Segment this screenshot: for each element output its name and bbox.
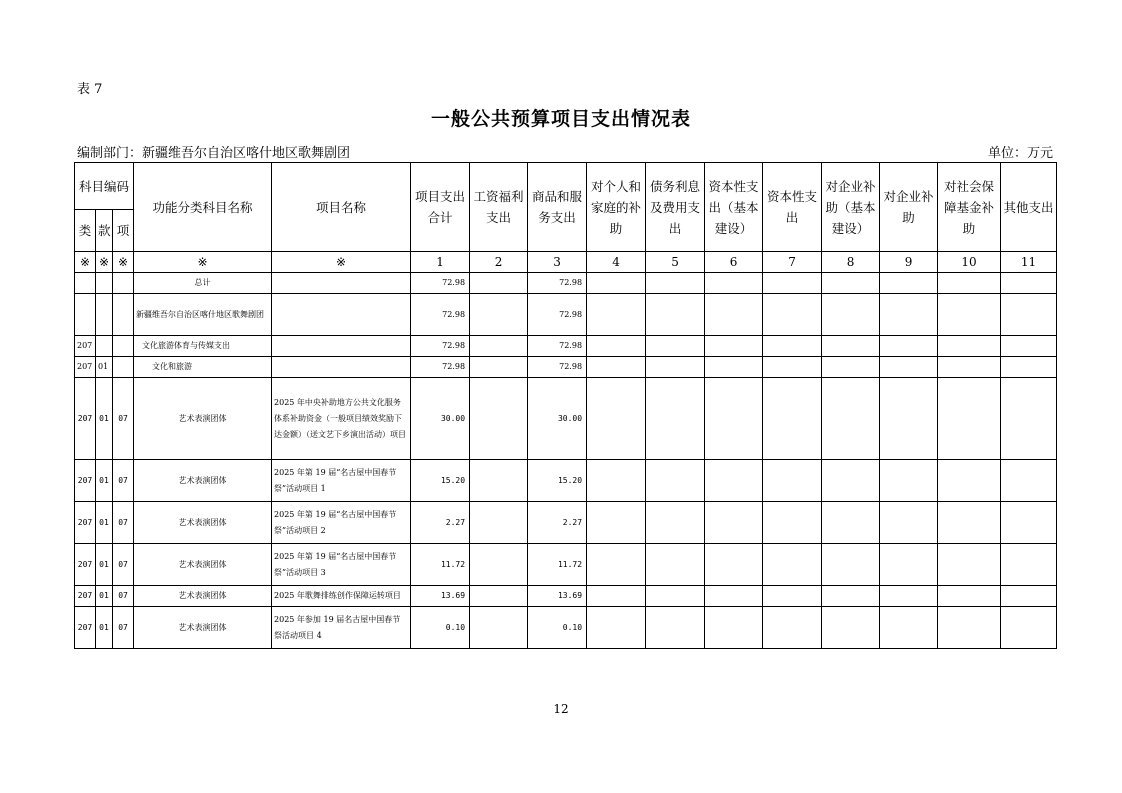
cell-empty bbox=[646, 502, 705, 544]
cell-lei: 207 bbox=[75, 357, 96, 378]
index-cell: 4 bbox=[587, 252, 646, 273]
index-cell: 11 bbox=[1001, 252, 1057, 273]
cell-lei: 207 bbox=[75, 378, 96, 460]
department-label: 编制部门：新疆维吾尔自治区喀什地区歌舞剧团 bbox=[77, 146, 351, 161]
cell-empty bbox=[1001, 357, 1057, 378]
header-capital: 资本性支出 bbox=[763, 163, 822, 252]
cell-func-name: 艺术表演团体 bbox=[134, 502, 272, 544]
cell-empty bbox=[822, 502, 880, 544]
budget-table bbox=[74, 162, 1057, 649]
cell-empty bbox=[1001, 273, 1057, 294]
cell-wage bbox=[470, 607, 528, 649]
cell-empty bbox=[646, 273, 705, 294]
cell-total: 2.27 bbox=[411, 502, 470, 544]
cell-func-name: 艺术表演团体 bbox=[134, 544, 272, 586]
cell-goods: 72.98 bbox=[528, 357, 587, 378]
cell-wage bbox=[470, 273, 528, 294]
cell-lei: 207 bbox=[75, 607, 96, 649]
cell-empty bbox=[587, 460, 646, 502]
cell-total: 72.98 bbox=[411, 357, 470, 378]
cell-xiang: 07 bbox=[113, 544, 134, 586]
cell-empty bbox=[1001, 544, 1057, 586]
cell-total: 72.98 bbox=[411, 294, 470, 336]
cell-kuan: 01 bbox=[96, 607, 113, 649]
cell-empty bbox=[763, 336, 822, 357]
cell-empty bbox=[763, 607, 822, 649]
cell-empty bbox=[880, 378, 938, 460]
index-cell: 8 bbox=[822, 252, 880, 273]
cell-wage bbox=[470, 336, 528, 357]
cell-xiang: 07 bbox=[113, 502, 134, 544]
cell-empty bbox=[822, 460, 880, 502]
cell-empty bbox=[705, 294, 763, 336]
cell-wage bbox=[470, 378, 528, 460]
cell-empty bbox=[763, 378, 822, 460]
cell-goods: 0.10 bbox=[528, 607, 587, 649]
cell-goods: 11.72 bbox=[528, 544, 587, 586]
cell-func-name: 艺术表演团体 bbox=[134, 586, 272, 607]
cell-empty bbox=[646, 607, 705, 649]
cell-empty bbox=[1001, 607, 1057, 649]
cell-empty bbox=[1001, 378, 1057, 460]
cell-empty bbox=[822, 336, 880, 357]
cell-kuan bbox=[96, 273, 113, 294]
cell-empty bbox=[880, 336, 938, 357]
cell-project-name: 2025 年第 19 届“名古屋中国春节祭”活动项目 3 bbox=[272, 544, 411, 586]
cell-empty bbox=[822, 357, 880, 378]
index-cell: 9 bbox=[880, 252, 938, 273]
cell-kuan: 01 bbox=[96, 357, 113, 378]
index-cell: ※ bbox=[75, 252, 96, 273]
cell-kuan: 01 bbox=[96, 460, 113, 502]
cell-empty bbox=[763, 502, 822, 544]
cell-empty bbox=[646, 357, 705, 378]
cell-func-name: 文化和旅游 bbox=[134, 357, 272, 378]
table-row bbox=[75, 544, 1057, 586]
index-cell: 1 bbox=[411, 252, 470, 273]
header-personal: 对个人和家庭的补助 bbox=[587, 163, 646, 252]
cell-project-name bbox=[272, 336, 411, 357]
cell-lei bbox=[75, 294, 96, 336]
cell-xiang: 07 bbox=[113, 378, 134, 460]
header-project-name: 项目名称 bbox=[272, 163, 411, 252]
cell-lei: 207 bbox=[75, 336, 96, 357]
cell-empty bbox=[587, 357, 646, 378]
cell-empty bbox=[880, 586, 938, 607]
header-func-name: 功能分类科目名称 bbox=[134, 163, 272, 252]
header-social: 对社会保障基金补助 bbox=[938, 163, 1001, 252]
header-other: 其他支出 bbox=[1001, 163, 1057, 252]
document-title: 一般公共预算项目支出情况表 bbox=[430, 108, 691, 130]
cell-goods: 15.20 bbox=[528, 460, 587, 502]
cell-func-name: 文化旅游体育与传媒支出 bbox=[134, 336, 272, 357]
cell-empty bbox=[646, 336, 705, 357]
cell-lei: 207 bbox=[75, 544, 96, 586]
cell-empty bbox=[763, 294, 822, 336]
cell-xiang bbox=[113, 336, 134, 357]
cell-goods: 72.98 bbox=[528, 273, 587, 294]
index-row bbox=[75, 252, 1057, 273]
cell-wage bbox=[470, 294, 528, 336]
cell-empty bbox=[822, 378, 880, 460]
cell-total: 15.20 bbox=[411, 460, 470, 502]
cell-wage bbox=[470, 502, 528, 544]
cell-empty bbox=[938, 378, 1001, 460]
cell-empty bbox=[705, 502, 763, 544]
cell-lei bbox=[75, 273, 96, 294]
cell-empty bbox=[938, 502, 1001, 544]
cell-empty bbox=[705, 378, 763, 460]
cell-goods: 13.69 bbox=[528, 586, 587, 607]
cell-empty bbox=[938, 544, 1001, 586]
table-row bbox=[75, 502, 1057, 544]
cell-empty bbox=[763, 460, 822, 502]
cell-empty bbox=[880, 502, 938, 544]
cell-xiang bbox=[113, 294, 134, 336]
cell-empty bbox=[705, 544, 763, 586]
cell-xiang: 07 bbox=[113, 460, 134, 502]
header-capital-build: 资本性支出（基本建设） bbox=[705, 163, 763, 252]
header-goods: 商品和服务支出 bbox=[528, 163, 587, 252]
cell-empty bbox=[587, 502, 646, 544]
cell-project-name: 2025 年第 19 届“名古屋中国春节祭”活动项目 1 bbox=[272, 460, 411, 502]
summary-row-total bbox=[75, 273, 1057, 294]
cell-empty bbox=[822, 586, 880, 607]
cell-empty bbox=[646, 294, 705, 336]
cell-goods: 72.98 bbox=[528, 336, 587, 357]
header-ent-sub-build: 对企业补助（基本建设） bbox=[822, 163, 880, 252]
cell-func-name: 总计 bbox=[134, 273, 272, 294]
cell-total: 72.98 bbox=[411, 336, 470, 357]
cell-project-name: 2025 年歌舞排练创作保障运转项目 bbox=[272, 586, 411, 607]
cell-empty bbox=[938, 357, 1001, 378]
header-kuan: 款 bbox=[96, 210, 113, 252]
header-debt: 债务利息及费用支出 bbox=[646, 163, 705, 252]
cell-wage bbox=[470, 544, 528, 586]
cell-project-name bbox=[272, 294, 411, 336]
cell-goods: 2.27 bbox=[528, 502, 587, 544]
cell-empty bbox=[763, 586, 822, 607]
cell-empty bbox=[646, 544, 705, 586]
cell-func-name: 新疆维吾尔自治区喀什地区歌舞剧团 bbox=[134, 294, 272, 336]
cell-empty bbox=[822, 294, 880, 336]
cell-empty bbox=[1001, 294, 1057, 336]
cell-empty bbox=[587, 273, 646, 294]
summary-row-section bbox=[75, 357, 1057, 378]
cell-project-name bbox=[272, 357, 411, 378]
cell-empty bbox=[880, 460, 938, 502]
cell-empty bbox=[587, 336, 646, 357]
cell-empty bbox=[880, 294, 938, 336]
index-cell: 6 bbox=[705, 252, 763, 273]
cell-xiang: 07 bbox=[113, 607, 134, 649]
index-cell: ※ bbox=[134, 252, 272, 273]
cell-func-name: 艺术表演团体 bbox=[134, 607, 272, 649]
cell-empty bbox=[587, 378, 646, 460]
header-xiang: 项 bbox=[113, 210, 134, 252]
cell-empty bbox=[705, 357, 763, 378]
cell-empty bbox=[822, 544, 880, 586]
cell-empty bbox=[1001, 336, 1057, 357]
cell-empty bbox=[880, 544, 938, 586]
page-number: 12 bbox=[553, 702, 569, 716]
cell-lei: 207 bbox=[75, 586, 96, 607]
summary-row-class bbox=[75, 336, 1057, 357]
index-cell: ※ bbox=[96, 252, 113, 273]
cell-empty bbox=[938, 294, 1001, 336]
cell-kuan bbox=[96, 294, 113, 336]
cell-xiang bbox=[113, 357, 134, 378]
cell-empty bbox=[587, 586, 646, 607]
cell-empty bbox=[646, 460, 705, 502]
cell-empty bbox=[705, 460, 763, 502]
cell-empty bbox=[880, 607, 938, 649]
index-cell: 10 bbox=[938, 252, 1001, 273]
cell-empty bbox=[705, 336, 763, 357]
cell-empty bbox=[938, 460, 1001, 502]
table-row bbox=[75, 378, 1057, 460]
cell-project-name: 2025 年第 19 届“名古屋中国春节祭”活动项目 2 bbox=[272, 502, 411, 544]
cell-empty bbox=[587, 294, 646, 336]
index-cell: 5 bbox=[646, 252, 705, 273]
cell-xiang: 07 bbox=[113, 586, 134, 607]
cell-project-name bbox=[272, 273, 411, 294]
cell-empty bbox=[1001, 460, 1057, 502]
cell-empty bbox=[705, 607, 763, 649]
cell-empty bbox=[1001, 586, 1057, 607]
cell-empty bbox=[880, 273, 938, 294]
table-row bbox=[75, 607, 1057, 649]
index-cell: 7 bbox=[763, 252, 822, 273]
cell-wage bbox=[470, 357, 528, 378]
header-total: 项目支出合计 bbox=[411, 163, 470, 252]
index-cell: ※ bbox=[113, 252, 134, 273]
cell-kuan: 01 bbox=[96, 586, 113, 607]
cell-empty bbox=[763, 273, 822, 294]
cell-wage bbox=[470, 460, 528, 502]
header-wage: 工资福利支出 bbox=[470, 163, 528, 252]
cell-total: 13.69 bbox=[411, 586, 470, 607]
cell-empty bbox=[705, 273, 763, 294]
table-row bbox=[75, 460, 1057, 502]
cell-empty bbox=[587, 607, 646, 649]
cell-empty bbox=[763, 357, 822, 378]
header-lei: 类 bbox=[75, 210, 96, 252]
cell-project-name: 2025 年参加 19 届名古屋中国春节祭活动项目 4 bbox=[272, 607, 411, 649]
table-row bbox=[75, 586, 1057, 607]
header-ent-sub: 对企业补助 bbox=[880, 163, 938, 252]
cell-xiang bbox=[113, 273, 134, 294]
cell-kuan: 01 bbox=[96, 544, 113, 586]
index-cell: 3 bbox=[528, 252, 587, 273]
cell-empty bbox=[938, 607, 1001, 649]
cell-total: 11.72 bbox=[411, 544, 470, 586]
cell-lei: 207 bbox=[75, 460, 96, 502]
cell-total: 30.00 bbox=[411, 378, 470, 460]
cell-empty bbox=[880, 357, 938, 378]
cell-lei: 207 bbox=[75, 502, 96, 544]
cell-empty bbox=[822, 607, 880, 649]
cell-empty bbox=[938, 336, 1001, 357]
cell-empty bbox=[822, 273, 880, 294]
cell-empty bbox=[646, 378, 705, 460]
cell-total: 72.98 bbox=[411, 273, 470, 294]
cell-empty bbox=[1001, 502, 1057, 544]
unit-label: 单位：万元 bbox=[987, 146, 1053, 161]
cell-wage bbox=[470, 586, 528, 607]
cell-func-name: 艺术表演团体 bbox=[134, 460, 272, 502]
cell-func-name: 艺术表演团体 bbox=[134, 378, 272, 460]
cell-goods: 30.00 bbox=[528, 378, 587, 460]
cell-empty bbox=[938, 273, 1001, 294]
table-number: 表 7 bbox=[77, 82, 103, 97]
cell-total: 0.10 bbox=[411, 607, 470, 649]
summary-row-dept bbox=[75, 294, 1057, 336]
cell-empty bbox=[646, 586, 705, 607]
cell-kuan: 01 bbox=[96, 502, 113, 544]
header-code-group: 科目编码 bbox=[75, 163, 134, 210]
cell-goods: 72.98 bbox=[528, 294, 587, 336]
cell-empty bbox=[763, 544, 822, 586]
cell-kuan bbox=[96, 336, 113, 357]
cell-kuan: 01 bbox=[96, 378, 113, 460]
cell-project-name: 2025 年中央补助地方公共文化服务体系补助资金（一般项目绩效奖励下达金额）（送文艺下乡演出活动）项目 bbox=[272, 378, 411, 460]
index-cell: ※ bbox=[272, 252, 411, 273]
index-cell: 2 bbox=[470, 252, 528, 273]
cell-empty bbox=[705, 586, 763, 607]
cell-empty bbox=[587, 544, 646, 586]
cell-empty bbox=[938, 586, 1001, 607]
